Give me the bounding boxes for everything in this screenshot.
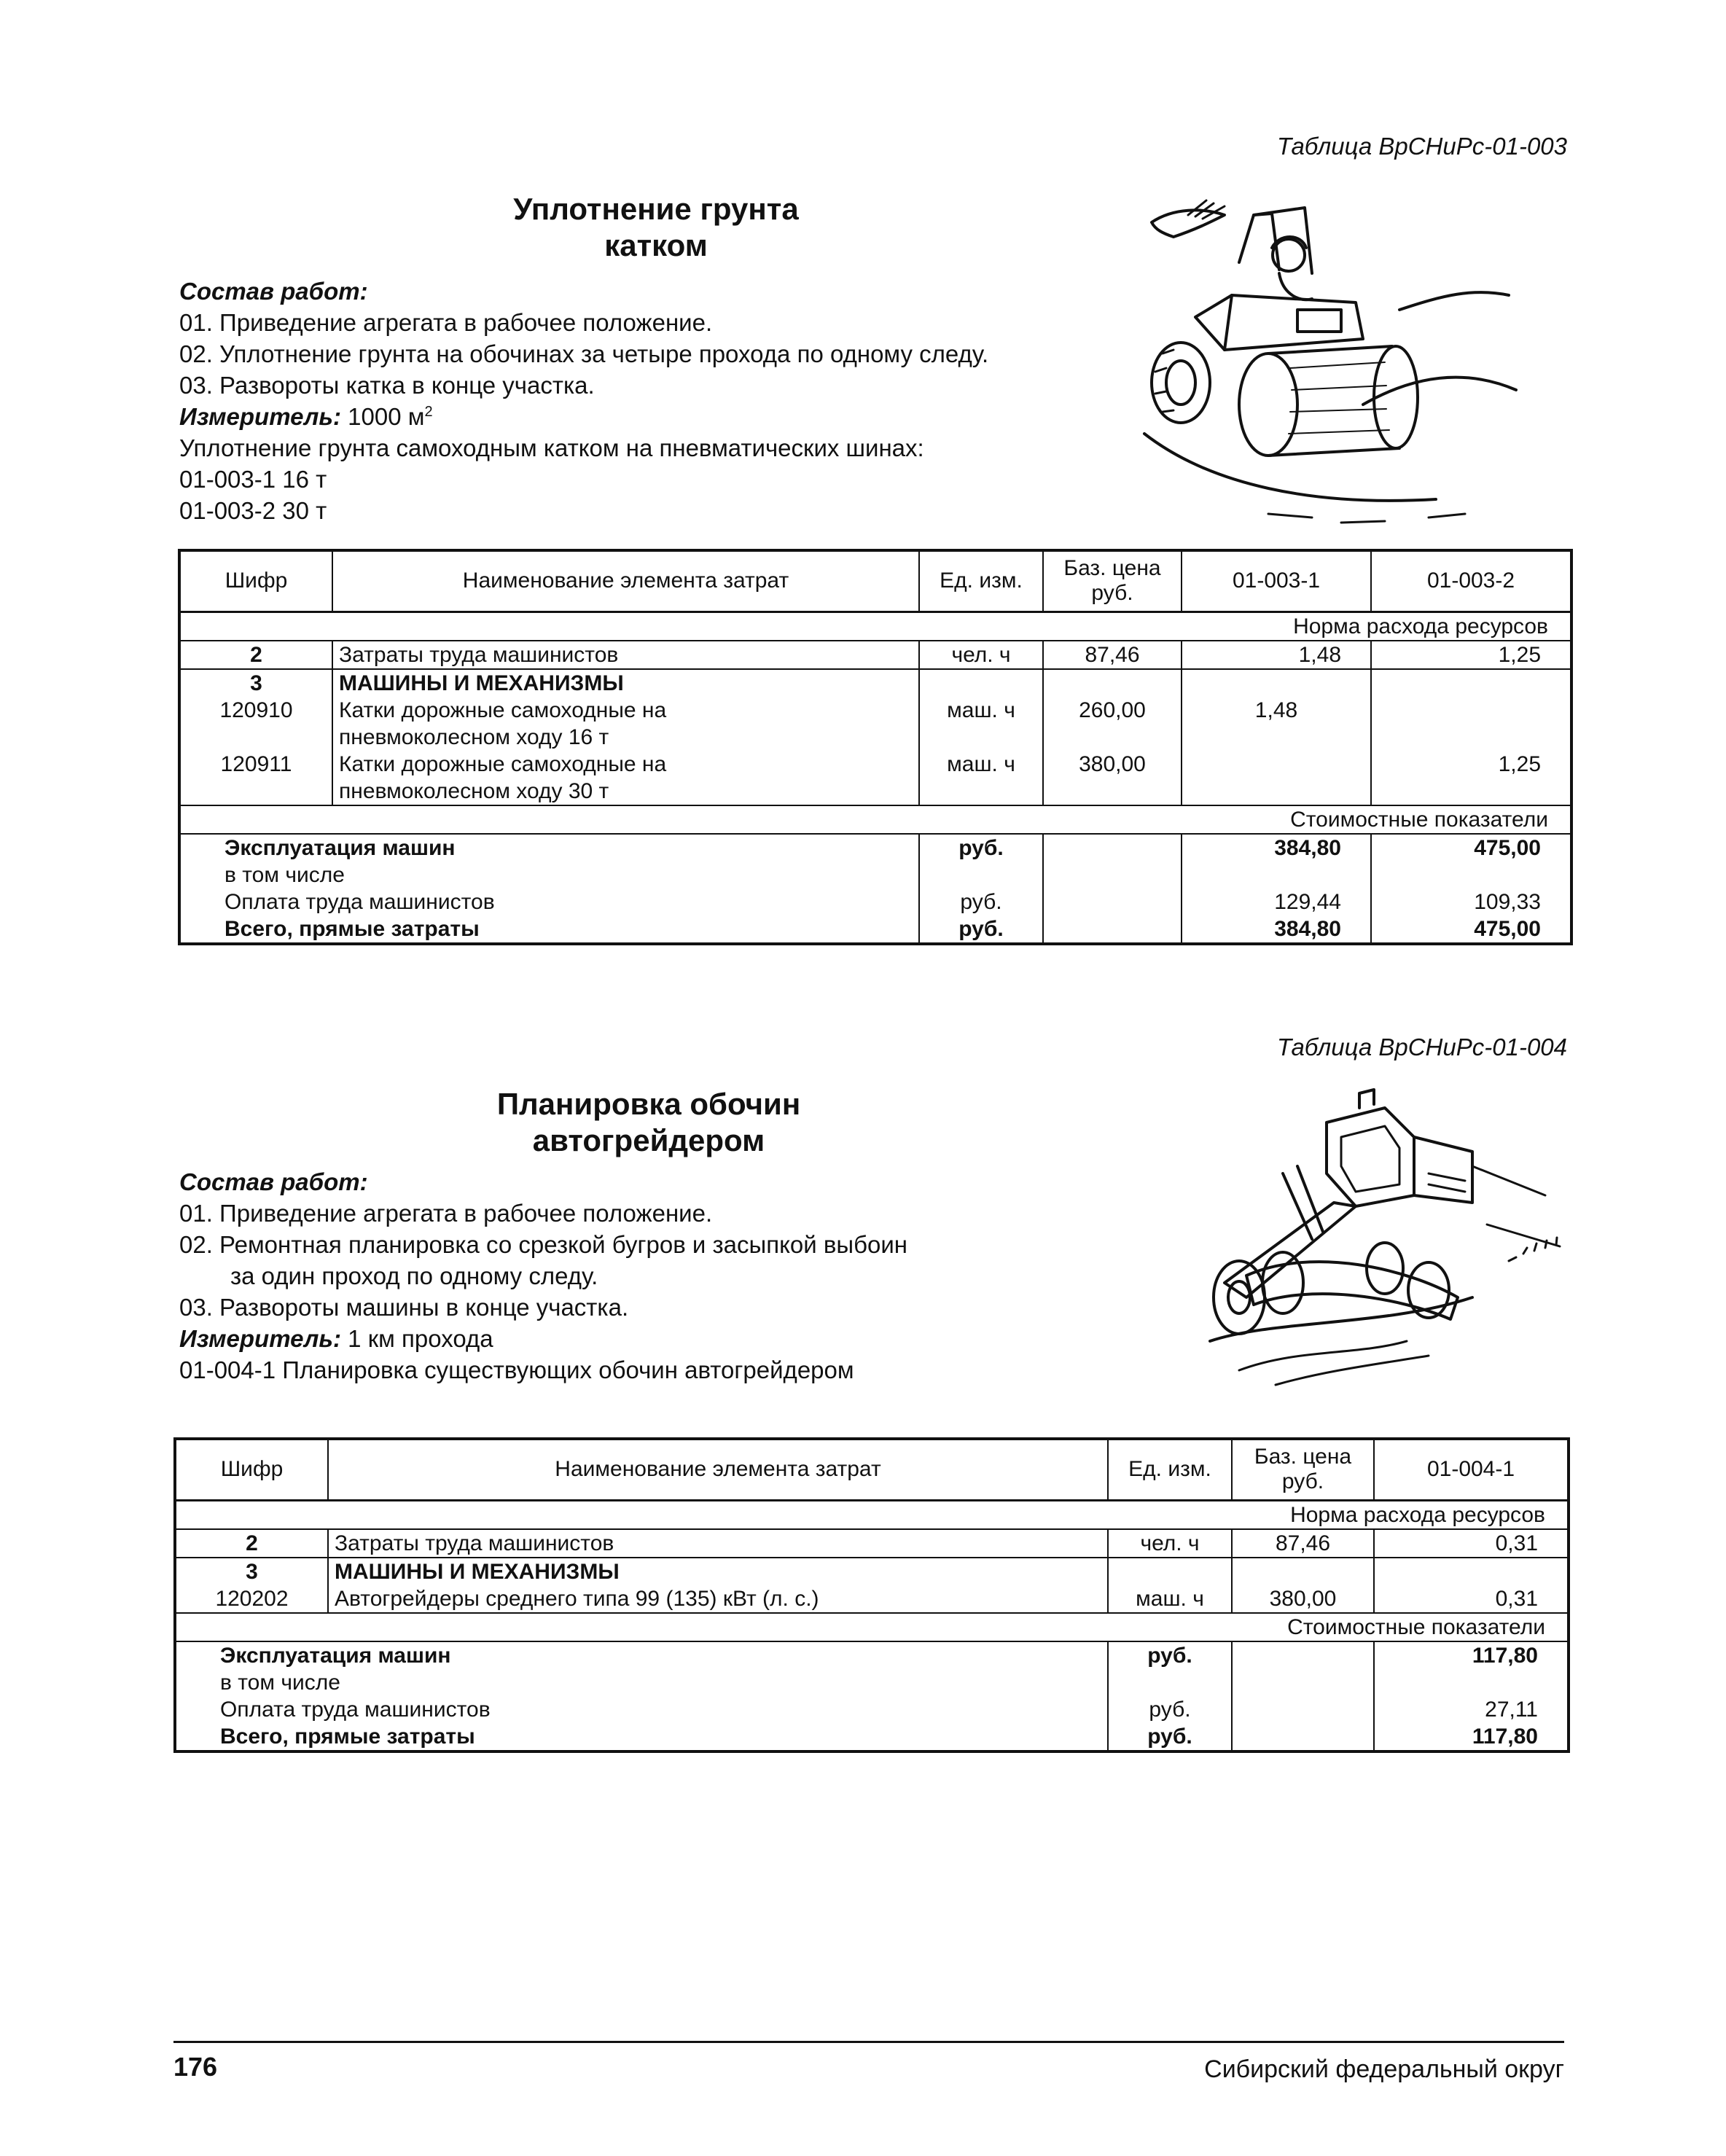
work-description — [179, 276, 1141, 526]
section-title — [481, 191, 831, 264]
table-reference: Таблица ВрСНиРс-01-003 — [1277, 133, 1567, 160]
value-cell: 27,11 — [1374, 1696, 1569, 1723]
code-cell: 120202 — [175, 1585, 328, 1613]
value-cell: 0,31 — [1374, 1585, 1569, 1613]
name-line: Катки дорожные самоходные на — [339, 698, 667, 722]
value-cell: 475,00 — [1371, 834, 1571, 862]
work-item: 01. Приведение агрегата в рабочее положение. — [179, 309, 713, 336]
header-name: Наименование элемента затрат — [332, 550, 919, 612]
price-cell: 87,46 — [1232, 1529, 1374, 1558]
work-item: 02. Уплотнение грунта на обочинах за четыре прохода по одному следу. — [179, 340, 989, 367]
price-cell: 260,00 — [1043, 697, 1182, 751]
header-col: 01-004-1 — [1374, 1439, 1569, 1500]
description-line: 01-003-2 30 т — [179, 497, 327, 524]
cost-label: Эксплуатация машин — [175, 1641, 1108, 1669]
value-cell: 1,48 — [1182, 641, 1371, 669]
description-line: Уплотнение грунта самоходным катком на пневматических шинах: — [179, 434, 924, 461]
header-name: Наименование элемента затрат — [328, 1439, 1108, 1500]
description-line: 01-003-1 16 т — [179, 466, 327, 493]
code-cell: 3 — [175, 1558, 328, 1585]
unit-cell: руб. — [1108, 1723, 1232, 1751]
measure-value: 1000 м — [348, 403, 425, 430]
header-col: 01-003-1 — [1182, 550, 1371, 612]
cost-label: в том числе — [175, 1669, 1108, 1696]
unit-cell: руб. — [919, 834, 1043, 862]
cost-label: Эксплуатация машин — [179, 834, 919, 862]
unit-cell: маш. ч — [1108, 1585, 1232, 1613]
name-cell: Затраты труда машинистов — [328, 1529, 1108, 1558]
header-code: Шифр — [175, 1439, 328, 1500]
value-cell: 384,80 — [1182, 834, 1371, 862]
title-line: катком — [604, 228, 708, 262]
value-cell: 475,00 — [1371, 915, 1571, 944]
name-line: Катки дорожные самоходные на — [339, 751, 667, 776]
cost-label: Оплата труда машинистов — [179, 888, 919, 915]
footer-district: Сибирский федеральный округ — [1204, 2055, 1564, 2083]
cost-label: Оплата труда машинистов — [175, 1696, 1108, 1723]
name-cell: МАШИНЫ И МЕХАНИЗМЫ — [328, 1558, 1108, 1585]
cost-label: Всего, прямые затраты — [175, 1723, 1108, 1751]
code-cell: 2 — [175, 1529, 328, 1558]
name-line: пневмоколесном ходу 16 т — [339, 724, 609, 749]
name-cell — [332, 697, 919, 751]
cost-band: Стоимостные показатели — [179, 805, 1571, 834]
work-item: за один проход по одному следу. — [230, 1262, 598, 1289]
unit-cell: чел. ч — [919, 641, 1043, 669]
code-cell: 3 — [179, 669, 332, 697]
name-cell: МАШИНЫ И МЕХАНИЗМЫ — [332, 669, 919, 697]
unit-cell: руб. — [1108, 1696, 1232, 1723]
work-item: 03. Развороты катка в конце участка. — [179, 372, 595, 399]
value-cell: 0,31 — [1374, 1529, 1569, 1558]
cost-label: Всего, прямые затраты — [179, 915, 919, 944]
value-cell: 129,44 — [1182, 888, 1371, 915]
resource-table — [173, 1437, 1570, 1753]
unit-cell: руб. — [919, 888, 1043, 915]
work-item: 01. Приведение агрегата в рабочее положение. — [179, 1200, 713, 1227]
value-cell: 1,25 — [1371, 641, 1571, 669]
motor-grader-illustration — [1166, 1079, 1574, 1399]
unit-cell: маш. ч — [919, 751, 1043, 805]
price-cell: 380,00 — [1043, 751, 1182, 805]
work-composition-label: Состав работ: — [179, 1168, 368, 1195]
code-cell: 120910 — [179, 697, 332, 751]
measure-line — [179, 401, 1141, 432]
cost-band: Стоимостные показатели — [175, 1613, 1569, 1641]
work-description — [179, 1166, 1141, 1386]
unit-cell: маш. ч — [919, 697, 1043, 751]
measure-label: Измеритель: — [179, 403, 341, 430]
norm-band: Норма расхода ресурсов — [175, 1500, 1569, 1529]
page-number: 176 — [173, 2052, 218, 2082]
resource-table — [178, 549, 1573, 945]
work-item: 02. Ремонтная планировка со срезкой бугров и засыпкой выбоин — [179, 1231, 907, 1258]
value-cell: 109,33 — [1371, 888, 1571, 915]
description-line: 01-004-1 Планировка существующих обочин автогрейдером — [179, 1356, 854, 1383]
header-col: 01-003-2 — [1371, 550, 1571, 612]
measure-line — [179, 1323, 1141, 1354]
title-line: Уплотнение грунта — [513, 192, 799, 226]
measure-sup: 2 — [424, 404, 433, 420]
footer-rule — [173, 2041, 1564, 2043]
work-item: 03. Развороты машины в конце участка. — [179, 1294, 629, 1321]
code-cell: 2 — [179, 641, 332, 669]
unit-cell: руб. — [1108, 1641, 1232, 1669]
name-line: пневмоколесном ходу 30 т — [339, 778, 609, 803]
value-cell: 384,80 — [1182, 915, 1371, 944]
work-composition-label: Состав работ: — [179, 278, 368, 305]
section-title — [459, 1086, 838, 1159]
road-roller-illustration — [1122, 193, 1531, 536]
norm-band: Норма расхода ресурсов — [179, 612, 1571, 641]
value-cell: 1,25 — [1371, 751, 1571, 805]
cost-label: в том числе — [179, 862, 919, 888]
header-code: Шифр — [179, 550, 332, 612]
name-cell: Затраты труда машинистов — [332, 641, 919, 669]
value-cell: 117,80 — [1374, 1723, 1569, 1751]
code-cell: 120911 — [179, 751, 332, 805]
unit-cell: чел. ч — [1108, 1529, 1232, 1558]
unit-cell: руб. — [919, 915, 1043, 944]
value-cell: 117,80 — [1374, 1641, 1569, 1669]
title-line: Планировка обочин — [496, 1087, 801, 1121]
name-cell: Автогрейдеры среднего типа 99 (135) кВт (л. с.) — [328, 1585, 1108, 1613]
price-cell: 380,00 — [1232, 1585, 1374, 1613]
measure-label: Измеритель: — [179, 1325, 341, 1352]
header-unit: Ед. изм. — [1108, 1439, 1232, 1500]
measure-value: 1 км прохода — [348, 1325, 493, 1352]
header-price: Баз. цена руб. — [1232, 1439, 1374, 1500]
name-cell — [332, 751, 919, 805]
value-cell: 1,48 — [1182, 697, 1371, 751]
title-line: автогрейдером — [532, 1123, 765, 1157]
table-reference: Таблица ВрСНиРс-01-004 — [1277, 1034, 1567, 1061]
header-unit: Ед. изм. — [919, 550, 1043, 612]
header-price: Баз. цена руб. — [1043, 550, 1182, 612]
price-cell: 87,46 — [1043, 641, 1182, 669]
